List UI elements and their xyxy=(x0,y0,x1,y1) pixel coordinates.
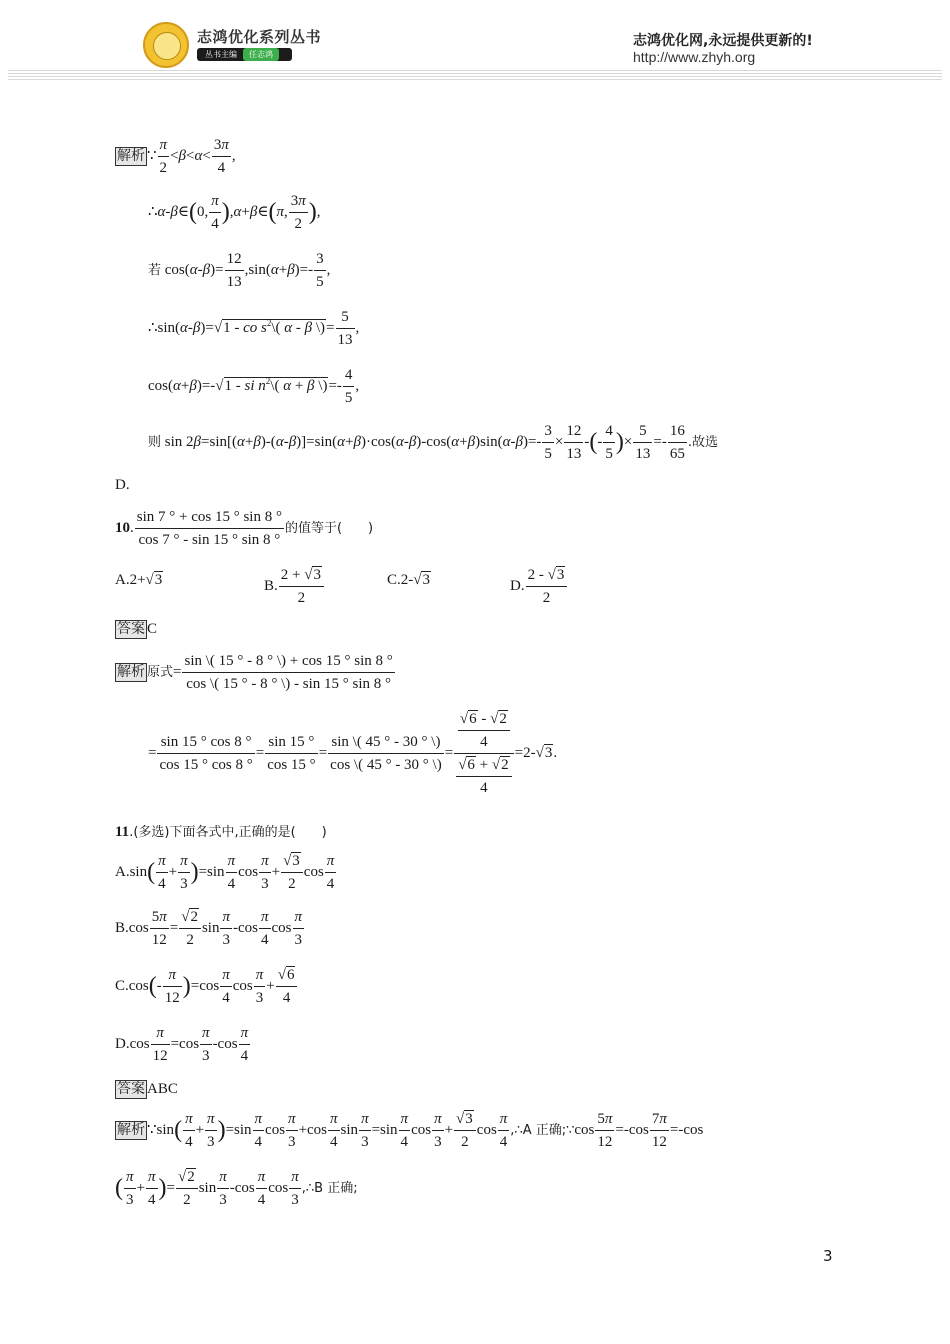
q11-option-b[interactable]: B.cos $\frac{5\pi}{12}$ = $\frac{√2}{2}$ sin $\frac{\pi}{3}$ -cos $\frac{\pi}{4}$ cos $\frac{\pi}{3}$ xyxy=(115,906,305,951)
q11-stem-text: .(多选)下面各式中,正确的是( ) xyxy=(129,825,327,840)
site-url[interactable]: http://www.zhyh.org xyxy=(633,49,756,65)
q11-stem xyxy=(115,821,327,841)
q11-option-d[interactable]: D.cos $\frac{\pi}{12}$ =cos $\frac{\pi}{3}$ -cos $\frac{\pi}{4}$ xyxy=(115,1022,251,1067)
q10-stem: 10. $\frac{\sin 7 ^\circ + \cos 15 ^\circ \sin 8 ^\circ}{\cos 7 ^\circ - \sin 15 ^\circ \sin 8 ^\circ}$ 的值等于( ) xyxy=(115,506,373,551)
q11-option-c[interactable]: C.cos(- $\frac{\pi}{12}$ )=cos $\frac{\pi}{4}$ cos $\frac{\pi}{3}$ + $\frac{√6}{4}$ xyxy=(115,964,298,1009)
answer-label: 答案 xyxy=(117,1081,145,1097)
editor-name: 任志鸿 xyxy=(243,48,279,61)
q10-analysis-prefix: 原式 xyxy=(147,664,174,680)
q11-a-correct: ,∴A 正确;∵ xyxy=(510,1122,575,1138)
analysis-label: 解析 xyxy=(117,663,145,680)
q9-line-4: ∴sin(α-β)=√1 - co $s^2\backslash$( α - β \)= $\frac{5}{13}$ , xyxy=(148,306,359,351)
q11-answer-value: ABC xyxy=(147,1081,178,1097)
analysis-label: 解析 xyxy=(117,1121,145,1138)
editor-badge xyxy=(197,48,292,61)
analysis-label: 解析 xyxy=(117,147,145,164)
series-title: 志鸿优化系列丛书 xyxy=(197,28,322,46)
q10-analysis-1: 解析 原式= $\frac{\sin \backslash( 15 ^\circ - 8 ^\circ \backslash) + \cos 15 ^\circ \sin 8 ^\circ}{\cos \backslash( 15 ^\circ - 8 ^\circ \backslash) - \sin 15 ^\circ \sin 8 ^\circ}$ xyxy=(115,650,396,695)
header-divider xyxy=(8,70,942,80)
editor-label: 丛书主编 xyxy=(205,50,237,59)
q10-option-a[interactable]: A.2+√3 xyxy=(115,572,163,588)
q10-answer xyxy=(115,620,157,639)
q9-line-2: ∴α-β∈(0, $\frac{\pi}{4}$ ),α+β∈(π, $\frac{3\pi}{2}$ ), xyxy=(148,190,321,235)
page-number: 3 xyxy=(823,1247,833,1265)
q11-answer xyxy=(115,1080,178,1099)
q10-option-b[interactable]: B. $\frac{2 + √3}{2}$ xyxy=(264,564,325,609)
q10-option-c[interactable]: C.2-√3 xyxy=(387,572,430,588)
q11-option-a[interactable]: A.sin( $\frac{\pi}{4}$ + $\frac{\pi}{3}$ )=sin $\frac{\pi}{4}$ cos $\frac{\pi}{3}$ + $\frac{√3}{2}$ cos $\frac{\pi}{4}$ xyxy=(115,850,337,895)
q10-answer-value: C xyxy=(147,621,158,637)
q10-analysis-2: = $\frac{\sin 15 ^\circ \cos 8 ^\circ}{\cos 15 ^\circ \cos 8 ^\circ}$ = $\frac{\sin 15 ^\circ}{\cos 15 ^\circ}$ = $\frac{\sin \backslash( 45 ^\circ - 30 ^\circ \backslash)}{\cos \backslash( 45 ^\circ - 30 ^\circ \backslash)}$ = $\frac{\frac{√6 - √2}{4}}{\frac{√6 + √2}{4}}$ =2-√3. xyxy=(148,708,557,799)
q11-analysis-2: ( $\frac{\pi}{3}$ + $\frac{\pi}{4}$ )= $\frac{√2}{2}$ sin $\frac{\pi}{3}$ -cos $\frac{\pi}{4}$ cos $\frac{\pi}{3}$ ,∴B 正确; xyxy=(115,1166,358,1211)
answer-label: 答案 xyxy=(117,621,145,637)
q11-number: 11 xyxy=(115,824,130,840)
q9-line-1: 解析 ∵ $\frac{\pi}{2}$ <β<α< $\frac{3\pi}{4}$ , xyxy=(115,134,236,179)
q9-line-6: 则 sin 2β=sin[(α+β)-(α-β)]=sin(α+β)·cos(α-β)-cos(α+β)sin(α-β)=- $\frac{3}{5}$ × $\frac{12}{13}$ -(- $\frac{4}{5}$ )× $\frac{5}{13}$ =- $\frac{16}{65}$ .故选 xyxy=(148,420,718,465)
q9-line-7: D. xyxy=(115,477,130,493)
q9-choose-text: .故选 xyxy=(687,434,718,450)
q9-line-3: 若 cos(α-β)= $\frac{12}{13}$ ,sin(α+β)=- $\frac{3}{5}$ , xyxy=(148,248,330,293)
q9-line-5: cos(α+β)=-√1 - si $n^2\backslash$( α + β \)=- $\frac{4}{5}$ , xyxy=(148,364,359,409)
q10-option-d[interactable]: D. $\frac{2 - √3}{2}$ xyxy=(510,564,568,609)
q11-analysis-1: 解析 ∵sin( $\frac{\pi}{4}$ + $\frac{\pi}{3}$ )=sin $\frac{\pi}{4}$ cos $\frac{\pi}{3}$ +cos $\frac{\pi}{4}$ sin $\frac{\pi}{3}$ =sin $\frac{\pi}{4}$ cos $\frac{\pi}{3}$ + $\frac{√3}{2}$ cos $\frac{\pi}{4}$ ,∴A 正确;∵cos $\frac{5\pi}{12}$ =-cos $\frac{7\pi}{12}$ =-cos xyxy=(115,1108,703,1153)
series-logo-icon xyxy=(143,22,189,68)
q10-stem-suffix: 的值等于( ) xyxy=(284,520,374,536)
q11-b-correct: ,∴B 正确; xyxy=(301,1180,358,1196)
q10-number: 10 xyxy=(115,519,130,536)
slogan: 志鸿优化网,永远提供更新的! xyxy=(633,33,813,49)
